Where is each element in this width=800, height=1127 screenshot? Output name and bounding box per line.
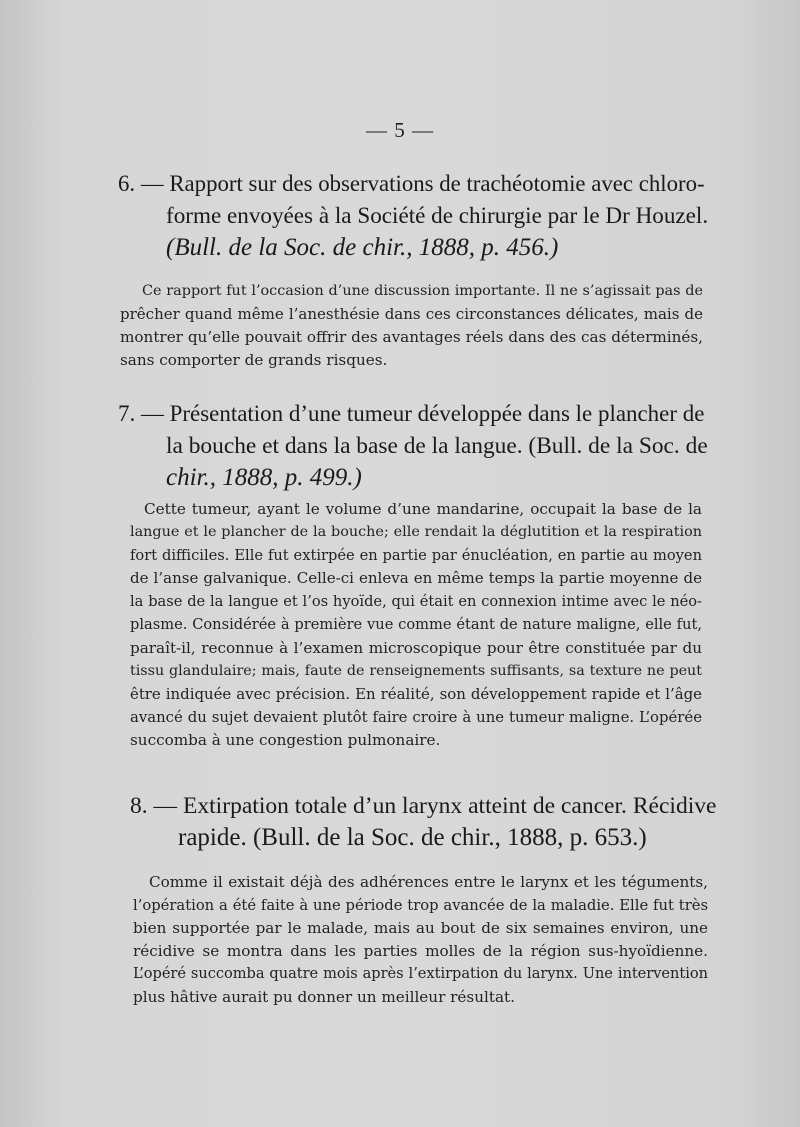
body-line: plus hâtive aurait pu donner un meilleur résultat. bbox=[133, 988, 515, 1007]
body-line: avancé du sujet devaient plutôt faire croire à une tumeur maligne. L’opérée bbox=[130, 707, 702, 726]
heading-line: rapide. (Bull. de la Soc. de chir., 1888, p. 653.) bbox=[178, 824, 647, 851]
heading-line: 7. — Présentation d’une tumeur développée dans le plancher de bbox=[118, 401, 705, 426]
body-line: montrer qu’elle pouvait offrir des avantages réels dans des cas déterminés, bbox=[120, 328, 703, 347]
page-number: — 5 — bbox=[366, 118, 434, 142]
body-line: Ce rapport fut l’occasion d’une discussion importante. Il ne s’agissait pas de bbox=[142, 283, 703, 299]
body-line: l’opération a été faite à une période trop avancée de la maladie. Elle fut très bbox=[133, 897, 708, 915]
entry-body-8 bbox=[133, 871, 708, 1010]
heading-line: chir., 1888, p. 499.) bbox=[166, 464, 362, 491]
body-line: plasme. Considérée à première vue comme étant de nature maligne, elle fut, bbox=[130, 616, 702, 634]
body-line: paraît-il, reconnue à l’examen microscopique pour être constituée par du bbox=[130, 638, 702, 657]
body-line: bien supportée par le malade, mais au bout de six semaines environ, une bbox=[133, 919, 708, 938]
entry-body-7 bbox=[130, 498, 702, 752]
body-line: tissu glandulaire; mais, faute de renseignements suffisants, sa texture ne peut bbox=[130, 662, 702, 679]
body-line: être indiquée avec précision. En réalité, son développement rapide et l’âge bbox=[130, 684, 702, 703]
heading-line: (Bull. de la Soc. de chir., 1888, p. 456.) bbox=[166, 234, 559, 261]
entry-heading-6 bbox=[118, 168, 708, 264]
entry-body-6 bbox=[120, 280, 703, 372]
entry-heading-8 bbox=[130, 790, 720, 854]
body-line: Cette tumeur, ayant le volume d’une mandarine, occupait la base de la bbox=[144, 500, 702, 518]
body-line: fort difficiles. Elle fut extirpée en partie par énucléation, en partie au moyen bbox=[130, 547, 702, 565]
heading-line: 8. — Extirpation totale d’un larynx atteint de cancer. Récidive bbox=[130, 793, 717, 819]
body-line: récidive se montra dans les parties molles de la région sus-hyoïdienne. bbox=[133, 942, 708, 961]
heading-line: la bouche et dans la base de la langue. (Bull. de la Soc. de bbox=[166, 433, 708, 459]
body-line: prêcher quand même l’anesthésie dans ces circonstances délicates, mais de bbox=[120, 305, 703, 324]
body-line: langue et le plancher de la bouche; elle rendait la déglutition et la respiration bbox=[130, 524, 702, 541]
body-line: de l’anse galvanique. Celle-ci enleva en même temps la partie moyenne de bbox=[130, 569, 702, 588]
heading-line: 6. — Rapport sur des observations de trachéotomie avec chloro- bbox=[118, 171, 705, 196]
heading-line: forme envoyées à la Société de chirurgie par le Dr Houzel. bbox=[166, 203, 709, 229]
body-line: sans comporter de grands risques. bbox=[120, 351, 388, 370]
body-line: succomba à une congestion pulmonaire. bbox=[130, 730, 441, 749]
body-line: L’opéré succomba quatre mois après l’extirpation du larynx. Une intervention bbox=[133, 966, 708, 983]
body-line: Comme il existait déjà des adhérences entre le larynx et les téguments, bbox=[149, 873, 708, 891]
body-line: la base de la langue et l’os hyoïde, qui était en connexion intime avec le néo- bbox=[130, 593, 702, 611]
entry-heading-7 bbox=[118, 398, 708, 494]
